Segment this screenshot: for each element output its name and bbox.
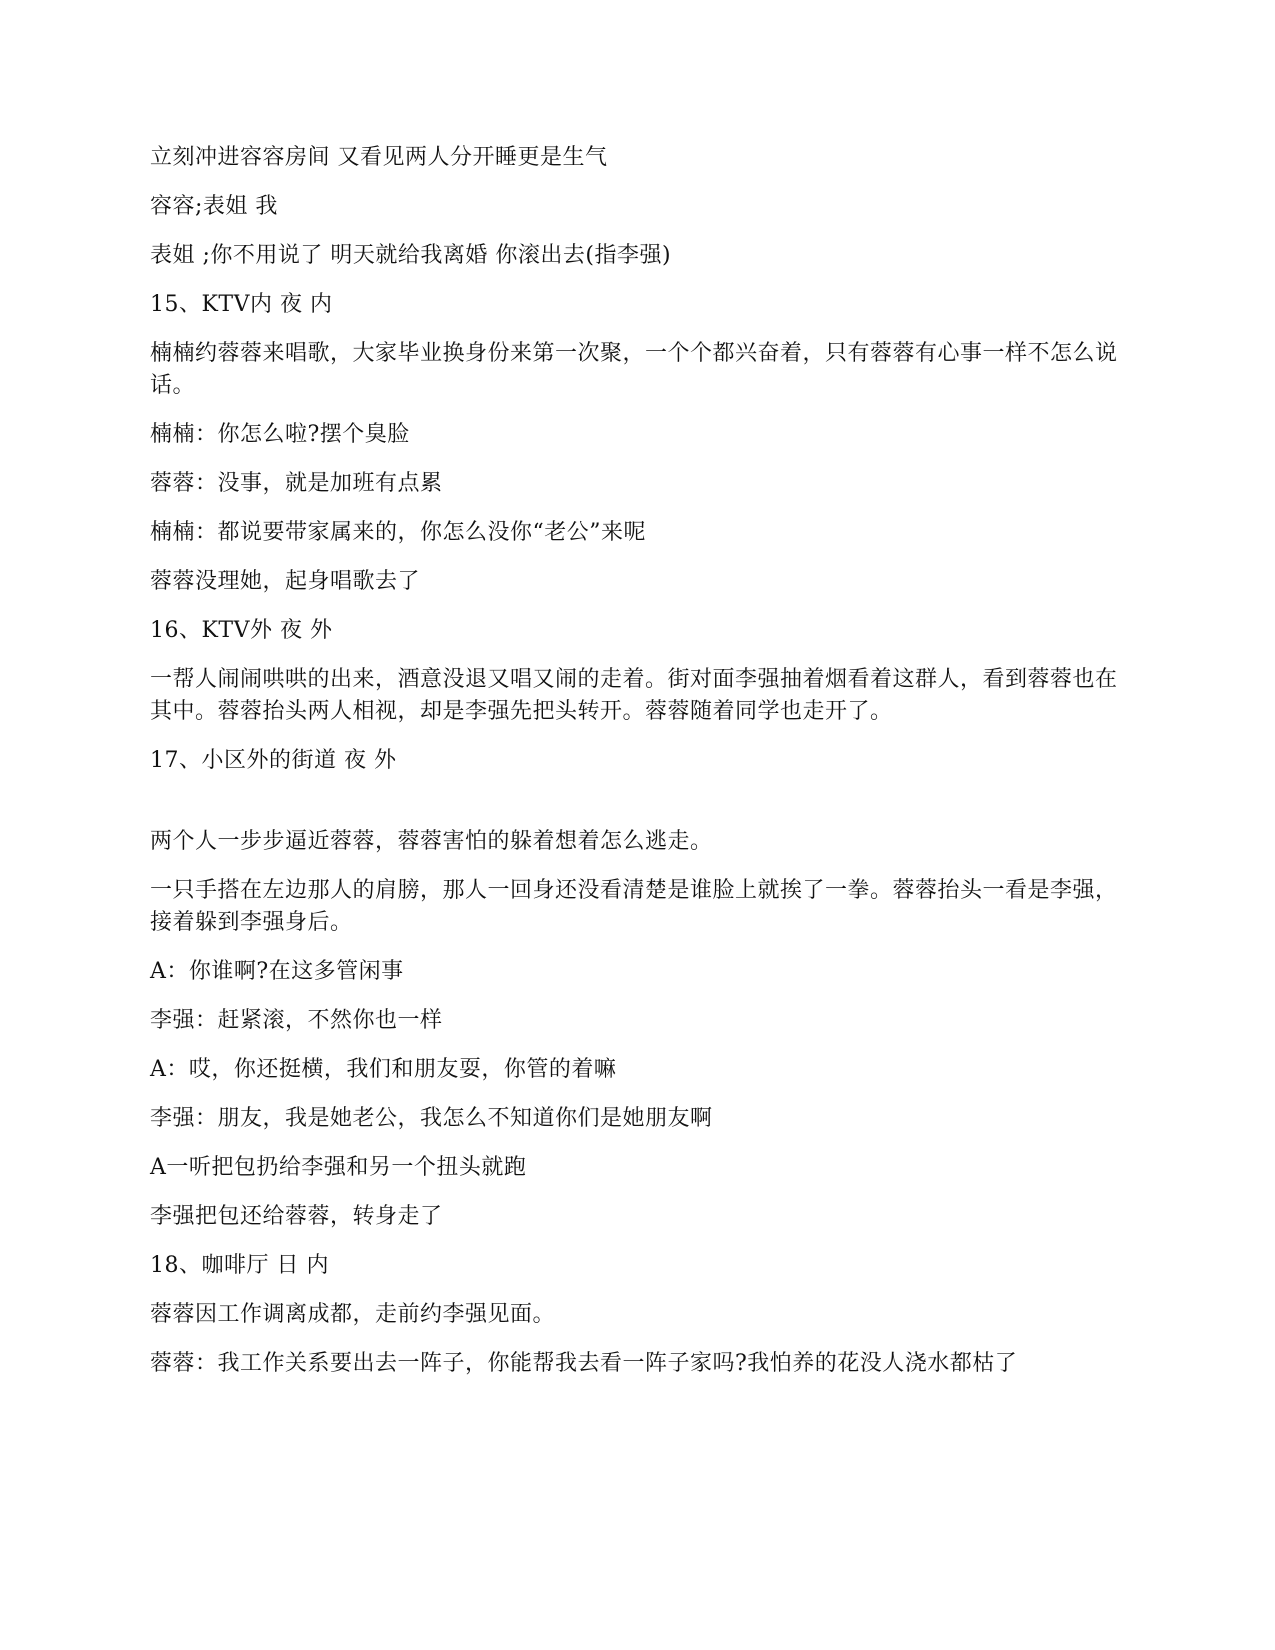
document-page [150,142,1125,1397]
text-paragraph: 楠楠约蓉蓉来唱歌，大家毕业换身份来第一次聚，一个个都兴奋着，只有蓉蓉有心事一样不怎么说话。 [150,341,1118,398]
text-paragraph: 一帮人闹闹哄哄的出来，酒意没退又唱又闹的走着。街对面李强抽着烟看着这群人，看到蓉蓉也在其中。蓉蓉抬头两人相视，却是李强先把头转开。蓉蓉随着同学也走开了。 [150,667,1118,724]
text-paragraph: 立刻冲进容容房间 又看见两人分开睡更是生气 [150,145,608,170]
dialogue-line: 李强：赶紧滚，不然你也一样 [150,1008,443,1033]
dialogue-line: A：哎，你还挺横，我们和朋友耍，你管的着嘛 [150,1057,617,1082]
scene-heading: 16、KTV外 夜 外 [150,618,333,643]
text-paragraph: 蓉蓉没理她，起身唱歌去了 [150,569,421,594]
dialogue-line: 容容;表姐 我 [150,194,278,219]
scene-heading: 18、咖啡厅 日 内 [150,1253,329,1278]
dialogue-line: A：你谁啊?在这多管闲事 [150,959,404,984]
dialogue-line: 李强：朋友，我是她老公，我怎么不知道你们是她朋友啊 [150,1106,713,1131]
dialogue-line: 表姐 ;你不用说了 明天就给我离婚 你滚出去(指李强) [150,243,672,268]
scene-heading: 15、KTV内 夜 内 [150,292,333,317]
text-paragraph: 蓉蓉因工作调离成都，走前约李强见面。 [150,1302,556,1327]
dialogue-line: 蓉蓉：我工作关系要出去一阵子，你能帮我去看一阵子家吗?我怕养的花没人浇水都枯了 [150,1351,1018,1376]
dialogue-line: 蓉蓉：没事，就是加班有点累 [150,471,443,496]
text-paragraph: 两个人一步步逼近蓉蓉，蓉蓉害怕的躲着想着怎么逃走。 [150,829,713,854]
text-paragraph: A一听把包扔给李强和另一个扭头就跑 [150,1155,527,1180]
text-paragraph: 李强把包还给蓉蓉，转身走了 [150,1204,443,1229]
dialogue-line: 楠楠：你怎么啦?摆个臭脸 [150,422,410,447]
dialogue-line: 楠楠：都说要带家属来的，你怎么没你“老公”来呢 [150,520,646,545]
text-paragraph: 一只手搭在左边那人的肩膀，那人一回身还没看清楚是谁脸上就挨了一拳。蓉蓉抬头一看是李强，接着躲到李强身后。 [150,878,1118,935]
scene-heading: 17、小区外的街道 夜 外 [150,748,397,773]
